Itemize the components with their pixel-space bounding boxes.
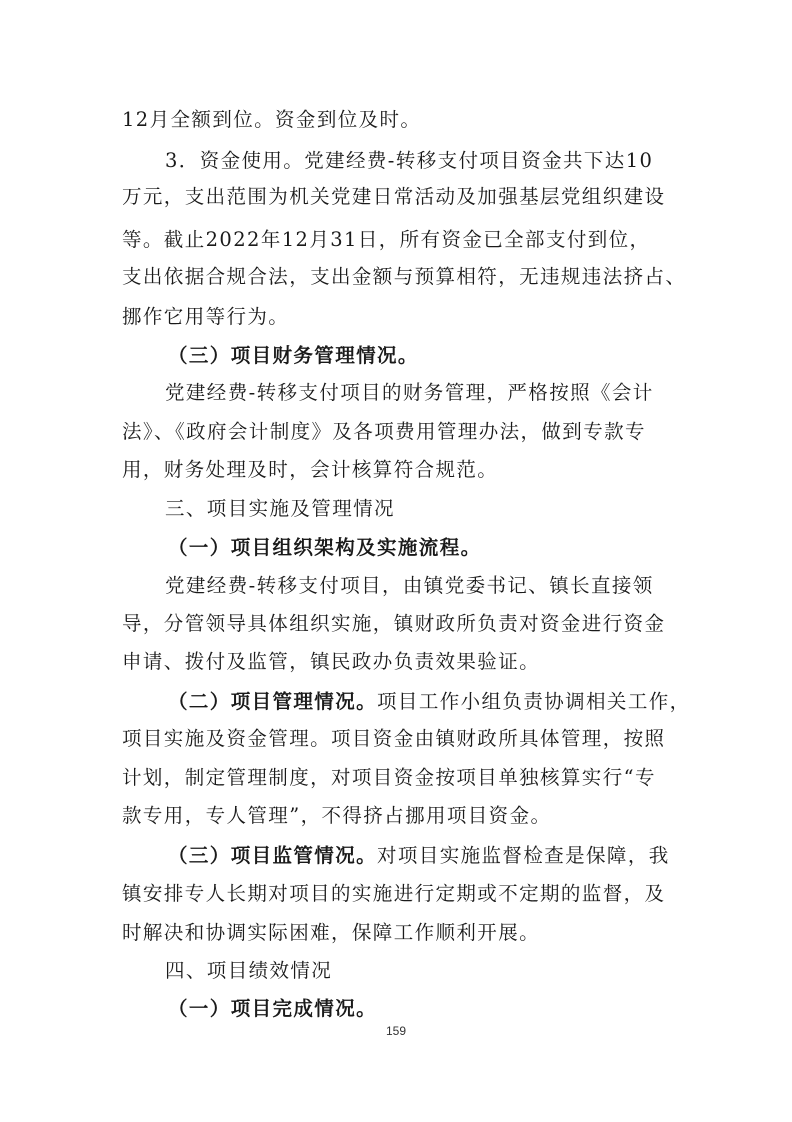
paragraph-line: 用，财务处理及时，会计核算符合规范。	[122, 458, 499, 481]
page-number: 159	[385, 1024, 407, 1038]
paragraph-line	[168, 689, 691, 715]
paragraph-line: 计划，制定管理制度，对项目资金按项目单独核算实行“专	[122, 766, 656, 789]
section-heading: 三、项目实施及管理情况	[165, 497, 395, 520]
paragraph-line: 挪作它用等行为。	[122, 305, 290, 328]
section-heading: （一）项目完成情况。	[168, 997, 378, 1020]
paragraph-line: 等。截止2022年12月31日，所有资金已全部支付到位，	[122, 228, 651, 251]
paragraph-line: 导，分管领导具体组织实施，镇财政所负责对资金进行资金	[122, 612, 666, 635]
paragraph-line: 12月全额到位。资金到位及时。	[122, 108, 422, 131]
section-heading: （三）项目财务管理情况。	[168, 344, 419, 367]
paragraph-line: 款专用，专人管理”，不得挤占挪用项目资金。	[122, 804, 552, 827]
section-heading: （一）项目组织架构及实施流程。	[168, 536, 482, 559]
inline-heading: （二）项目管理情况。	[168, 690, 378, 713]
paragraph-line: 项目实施及资金管理。项目资金由镇财政所具体管理，按照	[122, 727, 666, 750]
section-heading: 四、项目绩效情况	[165, 959, 333, 982]
paragraph-line: 申请、拨付及监管，镇民政办负责效果验证。	[122, 650, 541, 673]
paragraph-line: 时解决和协调实际困难，保障工作顺利开展。	[122, 921, 541, 944]
paragraph-line: 党建经费-转移支付项目的财务管理，严格按照《会计	[165, 381, 654, 404]
paragraph-line: 党建经费-转移支付项目，由镇党委书记、镇长直接领	[165, 574, 654, 597]
paragraph-line: 3．资金使用。党建经费-转移支付项目资金共下达10	[165, 149, 654, 172]
paragraph-line: 支出依据合规合法，支出金额与预算相符，无违规违法挤占、	[122, 265, 687, 288]
inline-text: 项目工作小组负责协调相关工作，	[377, 690, 691, 713]
paragraph-line: 万元，支出范围为机关党建日常活动及加强基层党组织建设	[122, 185, 666, 208]
paragraph-line	[168, 843, 670, 869]
inline-text: 对项目实施监督检查是保障，我	[377, 844, 670, 867]
paragraph-line: 镇安排专人长期对项目的实施进行定期或不定期的监督，及	[122, 882, 666, 905]
paragraph-line: 法》、《政府会计制度》及各项费用管理办法，做到专款专	[122, 420, 646, 443]
inline-heading: （三）项目监管情况。	[168, 844, 378, 867]
